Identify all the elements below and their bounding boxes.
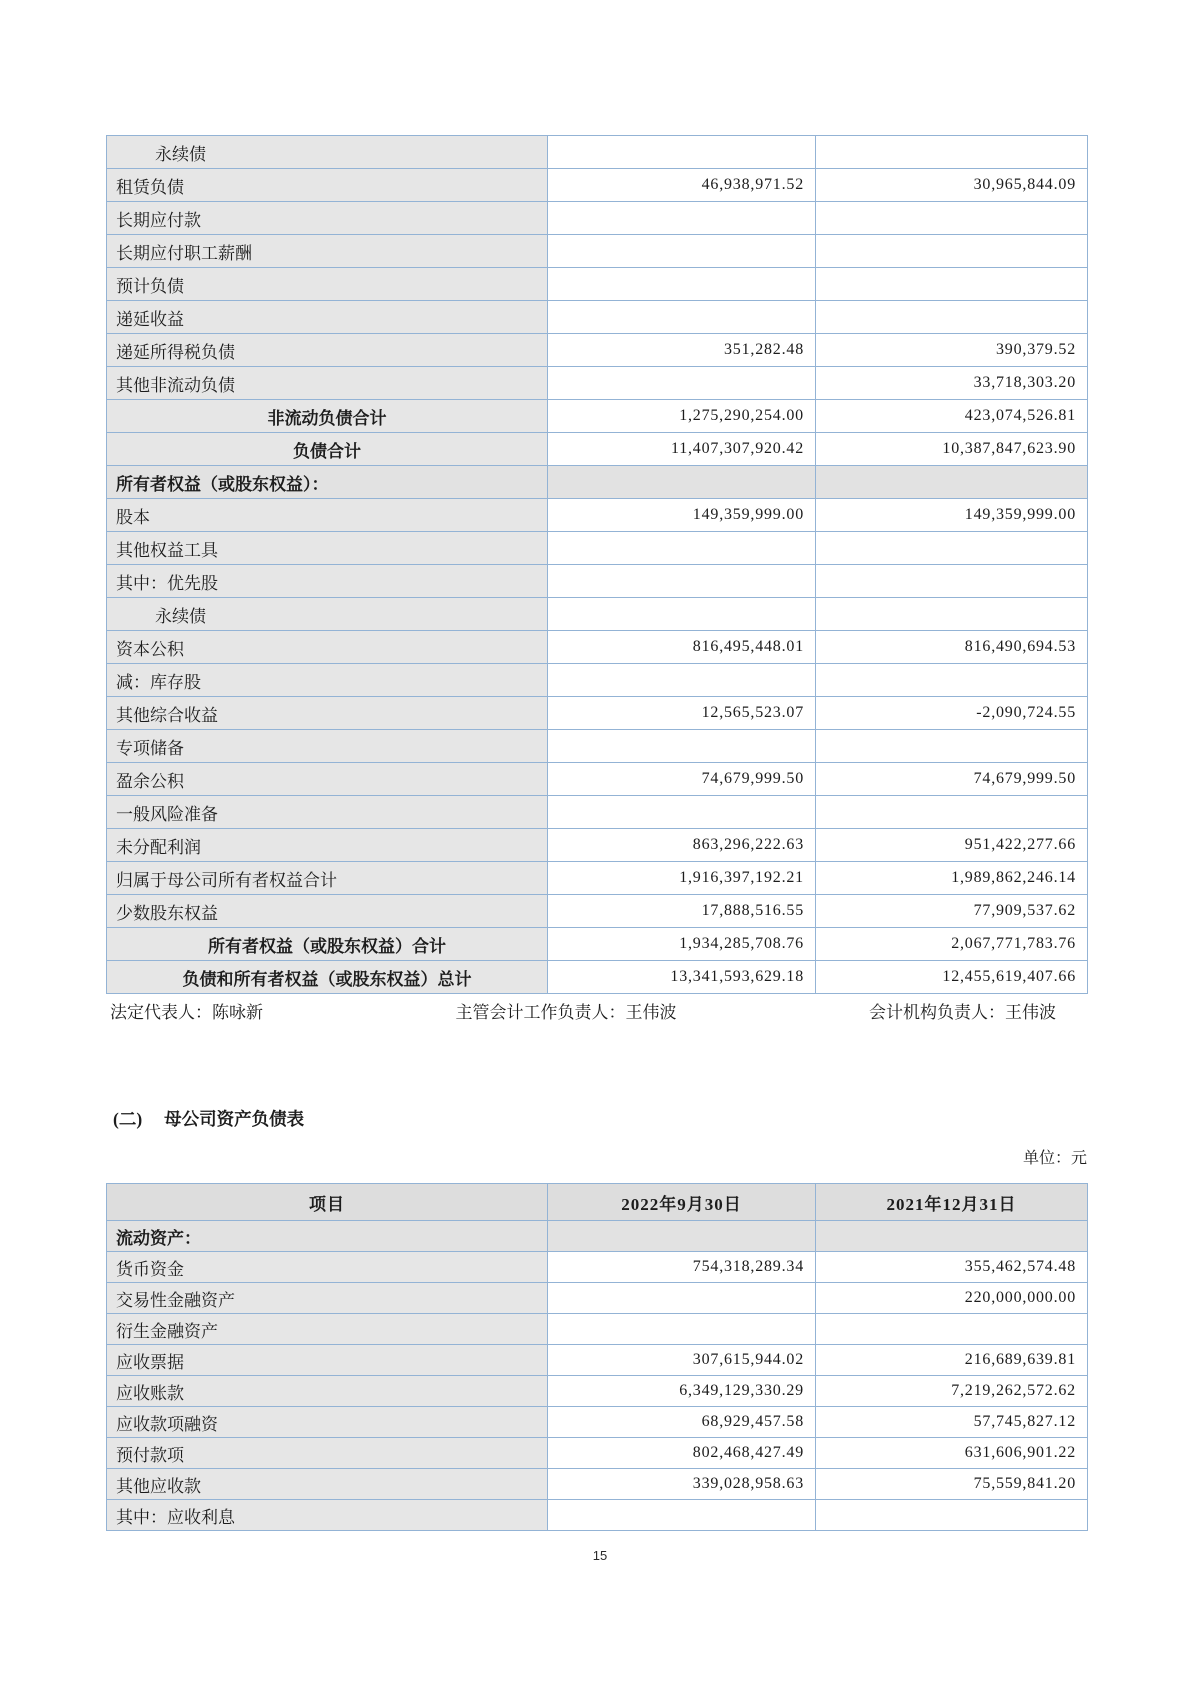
row-value-current [548, 136, 816, 169]
row-value-current: 74,679,999.50 [548, 763, 816, 796]
row-label: 应收账款 [107, 1376, 548, 1407]
row-label: 负债和所有者权益（或股东权益）总计 [107, 961, 548, 994]
row-value-prior: 149,359,999.00 [816, 499, 1088, 532]
row-label: 其他综合收益 [107, 697, 548, 730]
row-value-current: 1,916,397,192.21 [548, 862, 816, 895]
row-value-current [548, 1314, 816, 1345]
table-row [107, 1252, 1088, 1283]
table-row [107, 829, 1088, 862]
row-value-current [548, 565, 816, 598]
row-label: 租赁负债 [107, 169, 548, 202]
table-row [107, 730, 1088, 763]
row-value-prior [816, 136, 1088, 169]
row-label: 一般风险准备 [107, 796, 548, 829]
row-value-current [548, 1221, 816, 1252]
row-value-prior: 216,689,639.81 [816, 1345, 1088, 1376]
table-row [107, 367, 1088, 400]
row-label: 所有者权益（或股东权益）： [107, 466, 548, 499]
table-row [107, 400, 1088, 433]
row-value-prior [816, 268, 1088, 301]
row-label: 预计负债 [107, 268, 548, 301]
row-label: 专项储备 [107, 730, 548, 763]
row-value-current: 1,275,290,254.00 [548, 400, 816, 433]
row-label: 应收票据 [107, 1345, 548, 1376]
row-value-current: 17,888,516.55 [548, 895, 816, 928]
row-value-current [548, 235, 816, 268]
table-row [107, 565, 1088, 598]
table-row [107, 499, 1088, 532]
row-value-current [548, 202, 816, 235]
row-value-prior [816, 202, 1088, 235]
row-label: 其他非流动负债 [107, 367, 548, 400]
row-label: 负债合计 [107, 433, 548, 466]
table-row [107, 796, 1088, 829]
table-row [107, 1283, 1088, 1314]
row-label: 流动资产： [107, 1221, 548, 1252]
row-value-prior [816, 598, 1088, 631]
row-value-prior: 30,965,844.09 [816, 169, 1088, 202]
signature-line [110, 998, 1056, 1023]
row-value-prior: 74,679,999.50 [816, 763, 1088, 796]
row-value-prior: 423,074,526.81 [816, 400, 1088, 433]
row-label: 少数股东权益 [107, 895, 548, 928]
row-value-prior: -2,090,724.55 [816, 697, 1088, 730]
balance-sheet-table-2 [106, 1183, 1088, 1531]
table-row [107, 664, 1088, 697]
row-value-current [548, 664, 816, 697]
row-label: 长期应付款 [107, 202, 548, 235]
row-value-prior [816, 1500, 1088, 1531]
table-row [107, 532, 1088, 565]
table-row [107, 1438, 1088, 1469]
row-label: 货币资金 [107, 1252, 548, 1283]
row-value-prior: 33,718,303.20 [816, 367, 1088, 400]
table-row [107, 1314, 1088, 1345]
section-heading [113, 1106, 304, 1131]
row-label: 永续债 [107, 598, 548, 631]
row-value-current: 11,407,307,920.42 [548, 433, 816, 466]
row-value-current [548, 730, 816, 763]
row-value-prior [816, 1314, 1088, 1345]
section-title: 母公司资产负债表 [164, 1109, 305, 1129]
row-value-current: 863,296,222.63 [548, 829, 816, 862]
page-number: 15 [592, 1548, 608, 1563]
row-value-prior: 75,559,841.20 [816, 1469, 1088, 1500]
row-value-current: 339,028,958.63 [548, 1469, 816, 1500]
row-value-prior: 7,219,262,572.62 [816, 1376, 1088, 1407]
row-label: 应收款项融资 [107, 1407, 548, 1438]
row-value-prior: 57,745,827.12 [816, 1407, 1088, 1438]
table-row [107, 1407, 1088, 1438]
row-value-prior [816, 796, 1088, 829]
table-row [107, 433, 1088, 466]
header-date-prior: 2021年12月31日 [816, 1184, 1088, 1221]
row-label: 衍生金融资产 [107, 1314, 548, 1345]
row-value-current: 6,349,129,330.29 [548, 1376, 816, 1407]
row-value-current [548, 532, 816, 565]
table-row [107, 268, 1088, 301]
header-date-current: 2022年9月30日 [548, 1184, 816, 1221]
row-value-prior [816, 730, 1088, 763]
row-label: 归属于母公司所有者权益合计 [107, 862, 548, 895]
table-row [107, 1469, 1088, 1500]
row-value-prior: 355,462,574.48 [816, 1252, 1088, 1283]
row-value-current [548, 796, 816, 829]
row-label: 其中：优先股 [107, 565, 548, 598]
table-row [107, 862, 1088, 895]
row-label: 递延所得税负债 [107, 334, 548, 367]
table-row [107, 1376, 1088, 1407]
table-row [107, 1221, 1088, 1252]
row-label: 交易性金融资产 [107, 1283, 548, 1314]
row-value-prior [816, 301, 1088, 334]
table-row [107, 598, 1088, 631]
row-label: 减：库存股 [107, 664, 548, 697]
table-row [107, 895, 1088, 928]
table-row [107, 961, 1088, 994]
row-value-prior [816, 235, 1088, 268]
row-value-prior [816, 466, 1088, 499]
table-row [107, 334, 1088, 367]
row-label: 其他权益工具 [107, 532, 548, 565]
row-label: 资本公积 [107, 631, 548, 664]
table-row [107, 235, 1088, 268]
table-row [107, 301, 1088, 334]
parent-company-balance-sheet [106, 1183, 1088, 1531]
table-row [107, 1500, 1088, 1531]
row-label: 其中：应收利息 [107, 1500, 548, 1531]
table-row [107, 202, 1088, 235]
row-value-current [548, 367, 816, 400]
row-value-current: 754,318,289.34 [548, 1252, 816, 1283]
row-value-current: 816,495,448.01 [548, 631, 816, 664]
row-value-prior [816, 1221, 1088, 1252]
section-number: (二) [113, 1109, 143, 1129]
row-value-prior [816, 565, 1088, 598]
unit-label: 单位：元 [1022, 1150, 1087, 1167]
row-value-prior: 1,989,862,246.14 [816, 862, 1088, 895]
row-value-current: 46,938,971.52 [548, 169, 816, 202]
table-row [107, 763, 1088, 796]
row-label: 股本 [107, 499, 548, 532]
row-value-current [548, 1500, 816, 1531]
table-header-row [107, 1184, 1088, 1221]
row-label: 盈余公积 [107, 763, 548, 796]
row-label: 其他应收款 [107, 1469, 548, 1500]
row-value-prior [816, 532, 1088, 565]
table-row [107, 1345, 1088, 1376]
row-value-current: 307,615,944.02 [548, 1345, 816, 1376]
row-value-prior: 816,490,694.53 [816, 631, 1088, 664]
consolidated-balance-sheet-continued [106, 135, 1088, 994]
row-label: 所有者权益（或股东权益）合计 [107, 928, 548, 961]
table-row [107, 631, 1088, 664]
accounting-org-head: 会计机构负责人：王伟波 [869, 1003, 1056, 1022]
row-value-current: 1,934,285,708.76 [548, 928, 816, 961]
row-value-current: 802,468,427.49 [548, 1438, 816, 1469]
header-item: 项目 [107, 1184, 548, 1221]
table-row [107, 169, 1088, 202]
table-row [107, 136, 1088, 169]
chief-accountant: 主管会计工作负责人：王伟波 [455, 1003, 677, 1022]
row-label: 永续债 [107, 136, 548, 169]
row-value-current: 149,359,999.00 [548, 499, 816, 532]
row-value-current: 68,929,457.58 [548, 1407, 816, 1438]
row-value-current [548, 1283, 816, 1314]
legal-representative: 法定代表人：陈咏新 [110, 1003, 263, 1022]
row-value-prior [816, 664, 1088, 697]
balance-sheet-table-1 [106, 135, 1088, 994]
row-value-current [548, 598, 816, 631]
row-value-prior: 390,379.52 [816, 334, 1088, 367]
row-value-current: 12,565,523.07 [548, 697, 816, 730]
row-value-current: 13,341,593,629.18 [548, 961, 816, 994]
row-value-current [548, 301, 816, 334]
row-value-current: 351,282.48 [548, 334, 816, 367]
row-label: 未分配利润 [107, 829, 548, 862]
row-label: 递延收益 [107, 301, 548, 334]
row-label: 预付款项 [107, 1438, 548, 1469]
table-row [107, 697, 1088, 730]
row-value-current [548, 268, 816, 301]
row-value-prior: 220,000,000.00 [816, 1283, 1088, 1314]
row-value-prior: 77,909,537.62 [816, 895, 1088, 928]
row-label: 长期应付职工薪酬 [107, 235, 548, 268]
table-row [107, 928, 1088, 961]
row-value-prior: 2,067,771,783.76 [816, 928, 1088, 961]
row-value-prior: 12,455,619,407.66 [816, 961, 1088, 994]
row-value-current [548, 466, 816, 499]
row-value-prior: 951,422,277.66 [816, 829, 1088, 862]
row-value-prior: 10,387,847,623.90 [816, 433, 1088, 466]
table-row [107, 466, 1088, 499]
row-value-prior: 631,606,901.22 [816, 1438, 1088, 1469]
row-label: 非流动负债合计 [107, 400, 548, 433]
